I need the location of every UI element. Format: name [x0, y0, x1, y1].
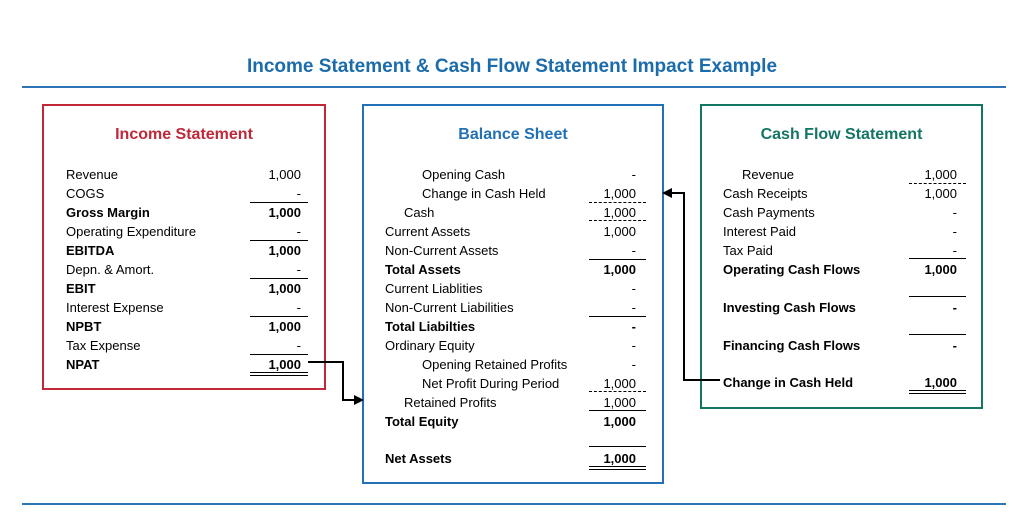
balance-row-label: Non-Current Liabilities — [385, 300, 514, 315]
cashflow-row-label: Operating Cash Flows — [723, 262, 861, 277]
balance-row-value: - — [631, 243, 636, 258]
cashflow-row-value: - — [952, 338, 957, 353]
balance-row-label: Current Assets — [385, 224, 471, 239]
income-row-label: Tax Expense — [66, 338, 141, 353]
income-row-label: EBIT — [66, 281, 96, 296]
income-row-value: 1,000 — [268, 319, 301, 334]
income-row-value: - — [296, 186, 301, 201]
cashflow-row-label: Financing Cash Flows — [723, 338, 861, 353]
balance-row-label: Net Assets — [385, 451, 452, 466]
cashflow-row-value: 1,000 — [924, 186, 957, 201]
npat-to-net-profit-arrow — [308, 362, 362, 400]
cashflow-row-label: Cash Receipts — [723, 186, 808, 201]
income-row-label: Revenue — [66, 167, 119, 182]
balance-row-label: Current Liablities — [385, 281, 483, 296]
income-row-label: NPBT — [66, 319, 102, 334]
balance-row-label: Opening Retained Profits — [422, 357, 568, 372]
balance-row-value: - — [631, 338, 636, 353]
balance-sheet-title: Balance Sheet — [458, 126, 568, 143]
cashflow-row-value: - — [952, 205, 957, 220]
cashflow-row-label: Change in Cash Held — [723, 375, 854, 390]
balance-row-label: Retained Profits — [404, 395, 497, 410]
income-row-value: - — [296, 338, 301, 353]
income-row-value: 1,000 — [268, 167, 301, 182]
income-row-value: - — [296, 262, 301, 277]
balance-row-value: 1,000 — [603, 395, 636, 410]
page-title: Income Statement & Cash Flow Statement Impact Example — [246, 56, 778, 77]
balance-row-value: 1,000 — [603, 451, 636, 466]
balance-row-value: - — [631, 319, 636, 334]
cashflow-row-value: 1,000 — [924, 262, 957, 277]
cashflow-row-label: Revenue — [742, 167, 795, 182]
balance-row-value: - — [631, 167, 636, 182]
income-row-value: 1,000 — [268, 281, 301, 296]
cashflow-row-value: - — [952, 300, 957, 315]
cashflow-row-value: - — [952, 224, 957, 239]
cashflow-row-label: Tax Paid — [723, 243, 773, 258]
cashflow-row-label: Interest Paid — [723, 224, 796, 239]
income-row-label: Operating Expenditure — [66, 224, 197, 239]
income-row-label: Depn. & Amort. — [66, 262, 155, 277]
income-row-label: COGS — [66, 186, 105, 201]
balance-row-label: Ordinary Equity — [385, 338, 475, 353]
cashflow-row-value: - — [952, 243, 957, 258]
income-row-label: EBITDA — [66, 243, 115, 258]
balance-row-value: 1,000 — [603, 262, 636, 277]
income-row-label: Interest Expense — [66, 300, 164, 315]
cashflow-row-value: 1,000 — [924, 375, 957, 390]
income-row-value: 1,000 — [268, 205, 301, 220]
balance-row-value: - — [631, 357, 636, 372]
income-row-value: - — [296, 300, 301, 315]
income-statement-title: Income Statement — [115, 126, 253, 143]
cashflow-row-label: Investing Cash Flows — [723, 300, 856, 315]
balance-row-value: 1,000 — [603, 186, 636, 201]
cashflow-row-label: Cash Payments — [723, 205, 815, 220]
income-row-value: - — [296, 224, 301, 239]
balance-row-label: Total Assets — [385, 262, 461, 277]
income-row-value: 1,000 — [268, 243, 301, 258]
balance-row-label: Total Liabilties — [385, 319, 476, 334]
cash-held-to-change-in-cash-arrow — [664, 193, 720, 380]
balance-row-value: 1,000 — [603, 224, 636, 239]
balance-row-value: - — [631, 300, 636, 315]
balance-row-label: Change in Cash Held — [422, 186, 546, 201]
balance-row-value: 1,000 — [603, 205, 636, 220]
cash-flow-statement-title: Cash Flow Statement — [760, 126, 923, 143]
balance-row-value: - — [631, 281, 636, 296]
cashflow-row-value: 1,000 — [924, 167, 957, 182]
income-row-label: Gross Margin — [66, 205, 150, 220]
income-row-label: NPAT — [66, 357, 100, 372]
balance-row-label: Non-Current Assets — [385, 243, 499, 258]
balance-row-label: Cash — [404, 205, 435, 220]
balance-row-value: 1,000 — [603, 376, 636, 391]
income-row-value: 1,000 — [268, 357, 301, 372]
balance-row-label: Total Equity — [385, 414, 459, 429]
balance-row-value: 1,000 — [603, 414, 636, 429]
balance-row-label: Opening Cash — [422, 167, 506, 182]
balance-row-label: Net Profit During Period — [422, 376, 560, 391]
